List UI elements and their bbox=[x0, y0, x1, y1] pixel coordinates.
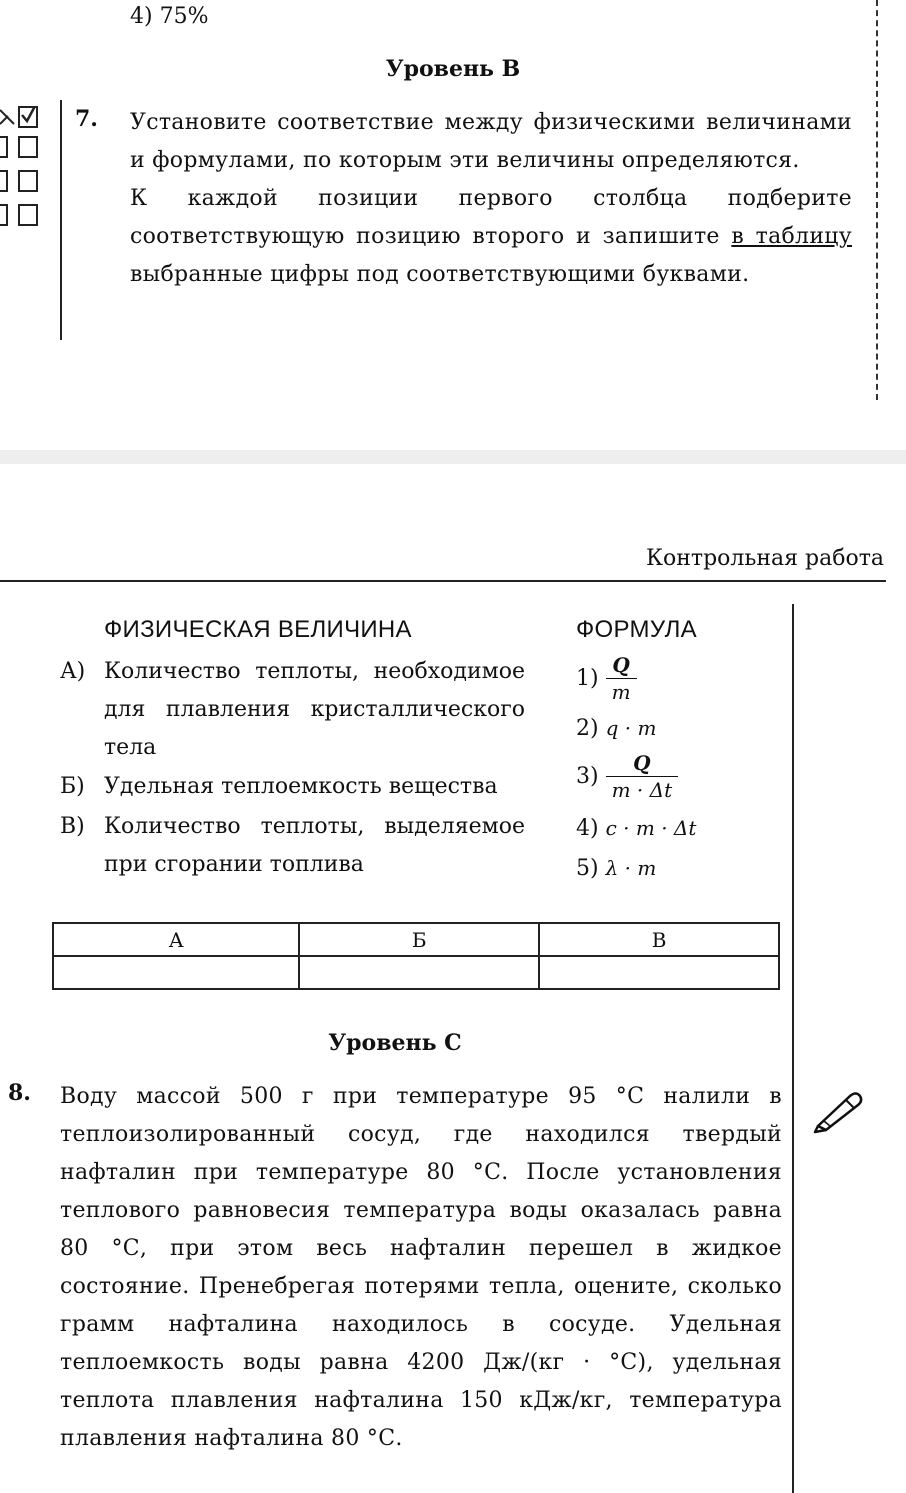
previous-answer-option: 4) 75% bbox=[130, 4, 209, 29]
cross-mark-icon bbox=[0, 106, 16, 126]
question-7-instruction: Установите соответствие между физическими величинами и формулами, по которым эти величины определяются. bbox=[130, 110, 852, 173]
header-cell-a: А bbox=[53, 923, 299, 956]
header-cell-v: В bbox=[539, 923, 779, 956]
formula-1: 1) $\frac{Q}{m}$ bbox=[576, 652, 637, 705]
pencil-icon bbox=[810, 1088, 866, 1134]
header-cell-b: Б bbox=[299, 923, 539, 956]
dashed-cut-line bbox=[876, 0, 878, 400]
margin-line-right bbox=[792, 604, 794, 1493]
answer-box[interactable] bbox=[18, 170, 38, 192]
checked-box-icon bbox=[18, 106, 38, 128]
answer-box[interactable] bbox=[18, 204, 38, 226]
answer-cell-b[interactable] bbox=[299, 956, 539, 989]
formula-5: 5) λ · m bbox=[576, 856, 657, 881]
answer-table bbox=[52, 922, 780, 990]
question-8-number: 8. bbox=[8, 1080, 31, 1106]
running-head: Контрольная работа bbox=[645, 546, 884, 571]
column-heading-quantity: ФИЗИЧЕСКАЯ ВЕЛИЧИНА bbox=[104, 616, 412, 643]
column-heading-formula: ФОРМУЛА bbox=[576, 616, 697, 643]
page-separator bbox=[0, 450, 906, 464]
formula-2: 2) q · m bbox=[576, 716, 657, 741]
formula-4: 4) c · m · Δt bbox=[576, 816, 697, 841]
answer-cell-v[interactable] bbox=[539, 956, 779, 989]
question-7-number: 7. bbox=[75, 106, 98, 132]
question-7-text bbox=[130, 104, 852, 294]
quantity-item-a: А) Количество теплоты, необходимое для плавления кристаллического тела bbox=[60, 659, 525, 760]
formula-3: 3) $\frac{Q}{m \cdot \Delta t}$ bbox=[576, 750, 678, 803]
header-rule bbox=[0, 580, 886, 582]
answer-table-row bbox=[53, 956, 779, 989]
quantity-item-b: Б) Удельная теплоемкость вещества bbox=[60, 774, 498, 799]
question-8-text: Воду массой 500 г при температуре 95 °С налили в теплоизолированный сосуд, где находился твердый нафталин при температуре 80 °С. После установления теплового равновесия температура воды оказалась равна 80 °С, при этом весь нафталин перешел в жидкое состояние. Пренебрегая потерями тепла, оцените, сколько грамм нафталина находилось в сосуде. Удельная теплоемкость воды равна 4200 Дж/(кг · °С), удельная теплота плавления нафталина 150 кДж/кг, температура плавления нафталина 80 °С. bbox=[60, 1084, 782, 1451]
underlined-phrase: в таблицу bbox=[731, 224, 852, 249]
answer-table-header bbox=[53, 923, 779, 956]
question-7-task: К каждой позиции первого столбца подберите соответствующую позицию второго и запишите в таблицу выбранные цифры под соответствующими буквами. bbox=[130, 186, 852, 287]
answer-cell-a[interactable] bbox=[53, 956, 299, 989]
level-b-heading: Уровень B bbox=[385, 56, 521, 82]
level-c-heading: Уровень C bbox=[328, 1030, 462, 1056]
quantity-item-c: В) Количество теплоты, выделяемое при сгорании топлива bbox=[60, 814, 525, 877]
answer-box[interactable] bbox=[18, 136, 38, 158]
margin-line-left bbox=[60, 100, 62, 340]
